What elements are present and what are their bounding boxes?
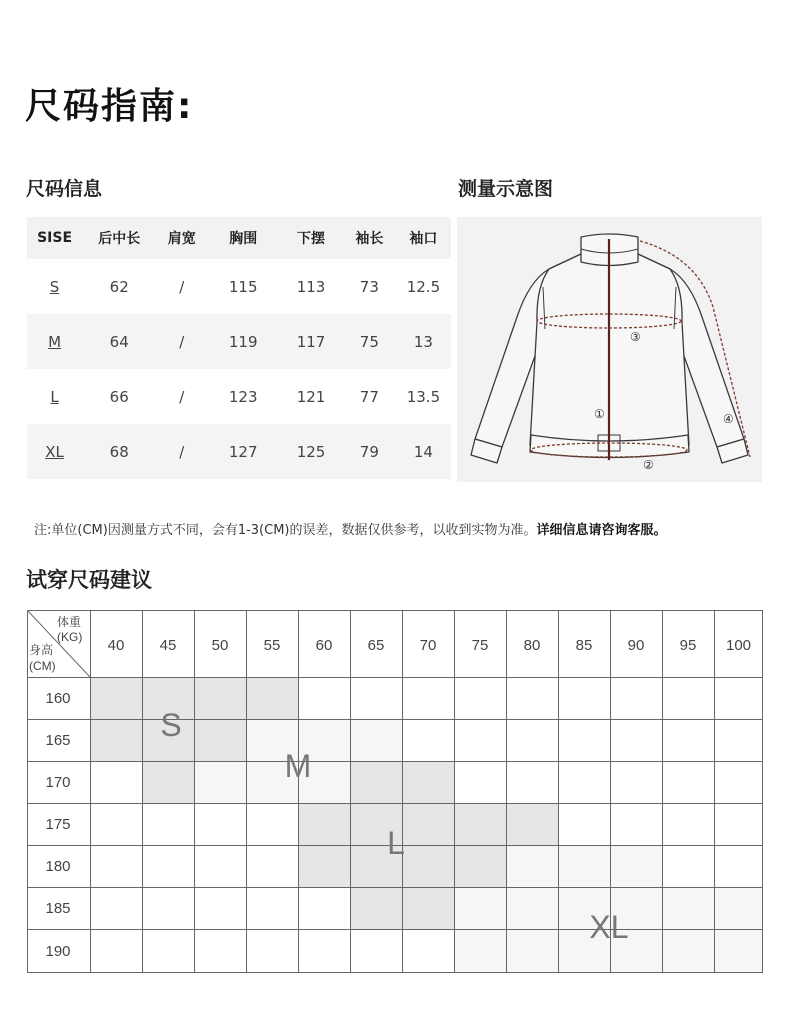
marker-1: ① — [594, 407, 605, 421]
size-label-L: L — [387, 825, 405, 861]
table-cell: 127 — [207, 424, 279, 479]
table-cell: 64 — [82, 314, 156, 369]
weight-label: 80 — [523, 637, 541, 654]
header-cell: 下摆 — [279, 217, 343, 259]
weight-label: 95 — [679, 637, 697, 654]
corner-height-label: 身高 — [29, 643, 54, 657]
page-title: 尺码指南: — [25, 86, 194, 127]
table-cell: 62 — [109, 277, 129, 296]
header-cell: 胸围 — [207, 217, 279, 259]
size-label-XL: XL — [589, 909, 629, 945]
weight-label: 70 — [419, 637, 437, 654]
height-label: 170 — [45, 774, 71, 791]
jacket-illustration — [457, 217, 762, 482]
note-text: 注:单位(CM)因测量方式不同，会有1-3(CM)的误差，数据仅供参考，以收到实物为准。 — [34, 523, 537, 538]
table-cell: 73 — [359, 277, 379, 296]
size-recommendation-grid — [27, 610, 763, 973]
marker-4: ④ — [723, 412, 734, 426]
table-row — [27, 314, 451, 369]
table-cell: L — [50, 387, 59, 406]
weight-label: 90 — [627, 637, 645, 654]
height-label: 165 — [45, 732, 71, 749]
size-label-M: M — [284, 748, 312, 784]
table-cell: 66 — [109, 387, 129, 406]
table-cell: 77 — [359, 387, 379, 406]
corner-height-unit: (CM) — [29, 659, 56, 673]
diagram-title: 测量示意图 — [458, 178, 554, 200]
table-cell: 125 — [279, 424, 343, 479]
table-cell: 115 — [228, 277, 258, 296]
table-cell: / — [156, 424, 207, 479]
weight-label: 40 — [107, 637, 125, 654]
corner-weight-unit: (KG) — [57, 630, 83, 644]
height-label: 175 — [45, 816, 71, 833]
weight-label: 75 — [471, 637, 489, 654]
header-cell: 袖口 — [396, 217, 451, 259]
table-cell: 119 — [207, 314, 279, 369]
weight-label: 50 — [211, 637, 229, 654]
weight-label: 60 — [315, 637, 333, 654]
table-cell: 68 — [82, 424, 156, 479]
header-cell: 袖长 — [343, 217, 396, 259]
table-row — [27, 369, 451, 424]
marker-2: ② — [643, 458, 654, 472]
weight-label: 100 — [725, 637, 752, 654]
size-table-header-row — [27, 217, 451, 259]
size-info-title: 尺码信息 — [26, 178, 103, 200]
height-label: 160 — [45, 690, 71, 707]
table-cell: 113 — [296, 277, 326, 296]
table-cell: 14 — [396, 424, 451, 479]
corner-weight-label: 体重 — [57, 615, 82, 629]
table-cell: 13.5 — [406, 387, 441, 406]
table-cell: XL — [27, 424, 82, 479]
table-row — [27, 424, 451, 479]
table-cell: 13 — [396, 314, 451, 369]
weight-label: 45 — [159, 637, 177, 654]
table-cell: / — [179, 277, 185, 296]
measurement-note — [34, 519, 667, 538]
table-row — [27, 259, 451, 314]
table-cell: M — [27, 314, 82, 369]
header-cell: SISE — [27, 217, 82, 259]
size-label-S: S — [160, 707, 182, 743]
jacket-measurement-diagram — [457, 217, 762, 482]
table-cell: 117 — [279, 314, 343, 369]
table-cell: 123 — [228, 387, 258, 406]
weight-label: 55 — [263, 637, 281, 654]
recommendation-title: 试穿尺码建议 — [26, 568, 152, 592]
table-cell: 75 — [343, 314, 396, 369]
height-label: 190 — [45, 943, 71, 960]
height-label: 180 — [45, 858, 71, 875]
weight-label: 65 — [367, 637, 385, 654]
marker-3: ③ — [630, 330, 641, 344]
table-cell: / — [156, 314, 207, 369]
height-label: 185 — [45, 900, 71, 917]
table-cell: S — [49, 277, 60, 296]
table-cell: 121 — [296, 387, 326, 406]
header-cell: 肩宽 — [156, 217, 207, 259]
size-info-table — [27, 217, 451, 479]
table-cell: / — [179, 387, 185, 406]
weight-label: 85 — [575, 637, 593, 654]
header-cell: 后中长 — [82, 217, 156, 259]
table-cell: 12.5 — [406, 277, 441, 296]
note-bold-text: 详细信息请咨询客服。 — [536, 523, 667, 538]
table-cell: 79 — [343, 424, 396, 479]
